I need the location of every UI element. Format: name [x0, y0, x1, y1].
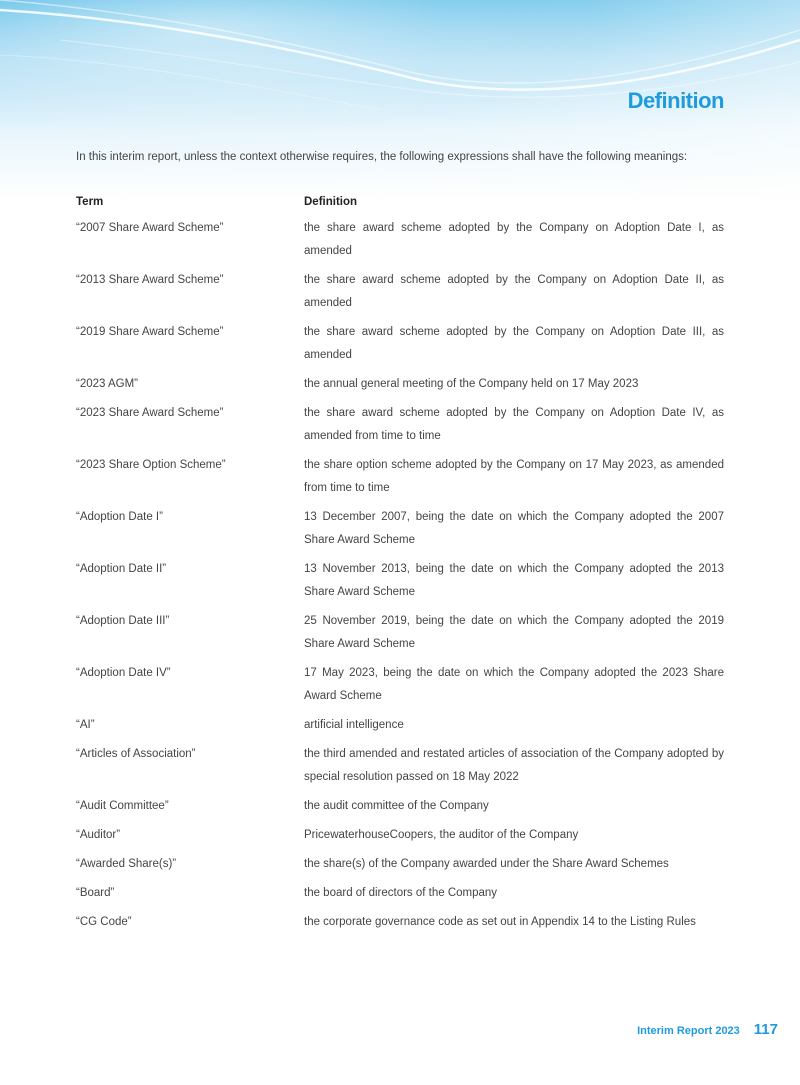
definition-cell: 17 May 2023, being the date on which the Company adopted the 2023 Share Award Scheme [304, 667, 724, 702]
table-row [76, 824, 724, 847]
definition-cell: the share award scheme adopted by the Company on Adoption Date II, as amended [304, 274, 724, 309]
term-cell: “Adoption Date IV” [76, 667, 171, 679]
definition-cell: artificial intelligence [304, 719, 404, 731]
definition-cell: the share award scheme adopted by the Company on Adoption Date I, as amended [304, 222, 724, 257]
page-number: 117 [753, 1021, 778, 1038]
page-title: Definition [627, 88, 724, 113]
table-row [76, 321, 724, 367]
definition-cell: the share option scheme adopted by the Company on 17 May 2023, as amended from time to time [304, 459, 724, 494]
term-cell: “2013 Share Award Scheme” [76, 274, 224, 286]
term-cell: “Awarded Share(s)” [76, 858, 177, 870]
definition-cell: the board of directors of the Company [304, 887, 498, 899]
table-header-row [76, 193, 724, 211]
definition-cell: the share award scheme adopted by the Company on Adoption Date IV, as amended from time to time [304, 407, 724, 442]
term-cell: “2019 Share Award Scheme” [76, 326, 224, 338]
definition-cell: the third amended and restated articles of association of the Company adopted by special resolution passed on 18 May 2022 [304, 748, 724, 783]
table-row [76, 373, 724, 396]
table-row [76, 217, 724, 263]
term-cell: “Adoption Date II” [76, 563, 167, 575]
term-cell: “Auditor” [76, 829, 121, 841]
table-row [76, 911, 724, 934]
definition-cell: 25 November 2019, being the date on which the Company adopted the 2019 Share Award Scheme [304, 615, 724, 650]
column-header-definition: Definition [304, 196, 358, 208]
definitions-table [76, 193, 724, 934]
definition-cell: the corporate governance code as set out in Appendix 14 to the Listing Rules [304, 916, 696, 928]
definition-cell: the share award scheme adopted by the Company on Adoption Date III, as amended [304, 326, 724, 361]
definition-cell: PricewaterhouseCoopers, the auditor of the Company [304, 829, 579, 841]
table-row [76, 269, 724, 315]
definition-cell: 13 November 2013, being the date on which the Company adopted the 2013 Share Award Scheme [304, 563, 724, 598]
term-cell: “AI” [76, 719, 95, 731]
table-row [76, 506, 724, 552]
term-cell: “Audit Committee” [76, 800, 169, 812]
definition-cell: 13 December 2007, being the date on which the Company adopted the 2007 Share Award Scheme [304, 511, 724, 546]
table-row [76, 882, 724, 905]
intro-text: In this interim report, unless the context otherwise requires, the following expressions shall have the following meanings: [76, 151, 688, 163]
column-header-term: Term [76, 196, 104, 208]
term-cell: “Articles of Association” [76, 748, 196, 760]
term-cell: “2023 AGM” [76, 378, 138, 390]
table-row [76, 402, 724, 448]
report-name: Interim Report 2023 [637, 1025, 740, 1037]
term-cell: “Adoption Date I” [76, 511, 163, 523]
definition-cell: the share(s) of the Company awarded under the Share Award Schemes [304, 858, 669, 870]
term-cell: “2007 Share Award Scheme” [76, 222, 224, 234]
table-row [76, 853, 724, 876]
term-cell: “CG Code” [76, 916, 132, 928]
table-row [76, 795, 724, 818]
table-row [76, 714, 724, 737]
table-row [76, 743, 724, 789]
table-row [76, 558, 724, 604]
term-cell: “Board” [76, 887, 115, 899]
page-footer [637, 1021, 778, 1038]
definition-cell: the annual general meeting of the Company held on 17 May 2023 [304, 378, 639, 390]
term-cell: “2023 Share Award Scheme” [76, 407, 224, 419]
table-row [76, 662, 724, 708]
table-row [76, 610, 724, 656]
term-cell: “Adoption Date III” [76, 615, 170, 627]
table-row [76, 454, 724, 500]
term-cell: “2023 Share Option Scheme” [76, 459, 226, 471]
definition-cell: the audit committee of the Company [304, 800, 489, 812]
